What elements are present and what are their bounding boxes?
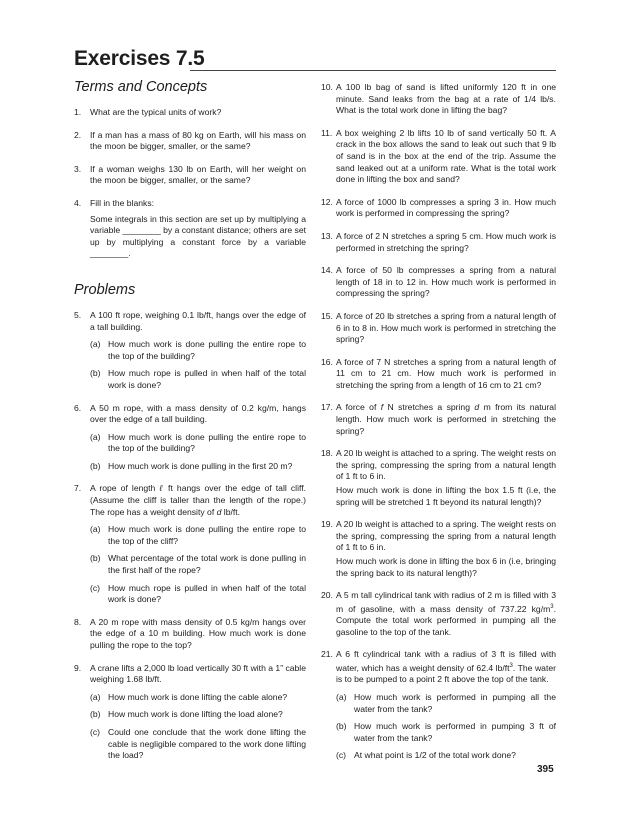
problem-item	[74, 130, 306, 153]
problem-text: A force of 2 N stretches a spring 5 cm. How much work is performed in stretching the spring?	[336, 230, 556, 253]
problem-text: A 20 lb weight is attached to a spring. The weight rests on the spring, compressing the spring from a natural length of 1 ft to 6 in.	[336, 448, 556, 482]
problem-number: 16.	[321, 356, 333, 367]
problem-part	[90, 524, 306, 547]
part-text: Could one conclude that the work done lifting the cable is negligible compared to the work done lifting the load?	[108, 726, 306, 761]
part-label: (a)	[336, 692, 347, 703]
problem-part	[336, 692, 556, 715]
problem-item	[74, 403, 306, 473]
text-segment: N stretches a spring	[383, 402, 475, 413]
part-label: (b)	[90, 368, 101, 379]
part-text: How much work is performed in pumping 3 ft of water from the tank?	[354, 721, 556, 743]
problem-number: 5.	[74, 309, 82, 320]
text-segment: lb/ft.	[221, 506, 241, 517]
variable-ell: ℓ	[159, 483, 164, 494]
problem-item	[74, 310, 306, 392]
section-heading-terms: Terms and Concepts	[74, 79, 208, 95]
problem-item	[321, 519, 556, 579]
problem-part	[90, 461, 306, 473]
problem-item	[321, 402, 556, 437]
problem-text	[336, 649, 556, 686]
problem-text: If a man has a mass of 80 kg on Earth, will his mass on the moon be bigger, smaller, or the same?	[90, 129, 306, 152]
part-label: (a)	[90, 691, 101, 702]
problem-item	[321, 357, 556, 392]
problem-text	[90, 483, 306, 518]
part-label: (c)	[90, 582, 101, 593]
problem-text: A 100 lb bag of sand is lifted uniformly 120 ft in one minute. Sand leaks from the bag at a rate of 1/4 lb/s. What is the total work done in lifting the bag?	[336, 82, 556, 116]
problem-part	[90, 709, 306, 721]
part-text: How much work is done pulling the entire rope to the top of the cliff?	[108, 524, 306, 546]
part-text: At what point is 1/2 of the total work done?	[354, 750, 516, 761]
problem-part	[90, 339, 306, 362]
superscript: 3	[509, 663, 513, 670]
problem-number: 13.	[321, 230, 333, 241]
problem-part	[336, 750, 556, 762]
problem-item	[321, 590, 556, 638]
problem-number: 7.	[74, 483, 82, 494]
problem-text: A 100 ft rope, weighing 0.1 lb/ft, hangs over the edge of a tall building.	[90, 309, 306, 332]
problem-text: A box weighing 2 lb lifts 10 lb of sand vertically 50 ft. A crack in the box allows the sand to leak out such that 9 lb of sand is in the box at the end of the trip. Assume the sand leaked out at a uniform rate. What is the total work done in lifting the box and sand?	[336, 127, 556, 185]
section-heading-problems: Problems	[74, 281, 136, 298]
problem-text	[336, 402, 556, 437]
text-segment: . The water is to be pumped to a point 2 ft above the top of the tank.	[336, 662, 556, 685]
part-text: How much work is done pulling in the first 20 m?	[108, 460, 293, 471]
part-label: (a)	[90, 431, 101, 442]
problem-part	[90, 583, 306, 606]
problem-number: 10.	[321, 82, 333, 92]
page-number: 395	[537, 764, 554, 775]
problem-part	[90, 368, 306, 391]
text-segment: A rope of length	[90, 483, 160, 494]
text-segment: . Compute the total work performed in pumping all the gasoline to the top of the tank.	[336, 603, 556, 637]
problem-item	[321, 82, 556, 117]
problem-item	[74, 107, 306, 119]
part-label: (c)	[336, 750, 347, 761]
part-text: How much work is done lifting the load alone?	[108, 709, 283, 720]
text-segment: A 6 ft cylindrical tank with a radius of 3 ft is filled with water, which has a weight density of 62.4 lb/ft	[336, 649, 556, 673]
problem-part	[90, 727, 306, 762]
part-text: How much rope is pulled in when half of the total work is done?	[108, 368, 306, 390]
part-label: (b)	[90, 709, 101, 720]
left-column	[74, 79, 306, 773]
problem-text-continued: Some integrals in this section are set up by multiplying a variable ________ by a constant distance; others are set up by multiplying a constant force by a variable ________.	[90, 213, 306, 259]
problem-item	[74, 617, 306, 652]
part-label: (b)	[90, 553, 101, 564]
problem-text: What are the typical units of work?	[90, 107, 222, 117]
problem-text: A 20 lb weight is attached to a spring. The weight rests on the spring, compressing the spring from a natural length of 1 ft to 6 in.	[336, 519, 556, 553]
problem-part	[90, 432, 306, 455]
part-label: (c)	[90, 726, 101, 737]
problem-text: A force of 1000 lb compresses a spring 3 in. How much work is performed in compressing the spring?	[336, 196, 556, 219]
part-text: What percentage of the total work is done pulling in the first half of the rope?	[108, 553, 306, 576]
problem-item	[321, 231, 556, 254]
problem-text: Fill in the blanks:	[90, 197, 155, 208]
problem-item	[321, 128, 556, 186]
problem-text: A 50 m rope, with a mass density of 0.2 kg/m, hangs over the edge of a tall building.	[90, 402, 306, 425]
problem-number: 18.	[321, 448, 333, 459]
text-segment: A 5 m tall cylindrical tank with radius of 2 m is filled with 3 m of gasoline, with a mass density of 737.22 kg/m	[336, 590, 556, 614]
problem-number: 11.	[321, 127, 333, 138]
title-rule	[190, 70, 556, 71]
variable-f: f	[380, 402, 384, 413]
problem-number: 17.	[321, 402, 333, 413]
problem-part	[336, 721, 556, 744]
problem-text-continued: How much work is done in lifting the box 6 in (i.e, bringing the spring back to its natural length)?	[336, 556, 556, 578]
problem-text: A force of 20 lb stretches a spring from a natural length of 6 in to 8 in. How much work is performed in stretching the spring?	[336, 310, 556, 345]
part-label: (a)	[90, 339, 101, 350]
problem-number: 6.	[74, 402, 82, 413]
part-text: How much work is performed in pumping all the water from the tank?	[354, 692, 556, 714]
problem-text: A 20 m rope with mass density of 0.5 kg/m hangs over the edge of a 10 m building. How much work is done pulling the rope to the top?	[90, 616, 306, 650]
problem-part	[90, 553, 306, 576]
problem-text: A force of 7 N stretches a spring from a natural length of 11 cm to 21 cm. How much work is performed in stretching the spring from a length of 16 cm to 21 cm?	[336, 356, 556, 390]
part-text: How much rope is pulled in when half of the total work is done?	[108, 582, 306, 605]
problem-number: 9.	[74, 662, 82, 673]
problem-parts	[90, 339, 306, 391]
part-label: (b)	[336, 721, 347, 732]
problem-parts	[90, 692, 306, 762]
problem-item	[74, 483, 306, 605]
superscript: 3	[550, 603, 554, 610]
part-label: (a)	[90, 524, 101, 535]
problem-number: 2.	[74, 129, 82, 140]
problem-item	[321, 448, 556, 508]
problem-text: A crane lifts a 2,000 lb load vertically 30 ft with a 1” cable weighing 1.68 lb/ft.	[90, 662, 306, 685]
problem-number: 4.	[74, 197, 82, 208]
problem-number: 1.	[74, 107, 82, 117]
page-title: Exercises 7.5	[74, 47, 205, 70]
problem-text-continued: How much work is done in lifting the box 1.5 ft (i.e, the spring will be stretched 1 ft beyond its natural length)?	[336, 485, 556, 507]
problem-text: A force of 50 lb compresses a spring from a natural length of 18 in to 12 in. How much work is performed in compressing the spring?	[336, 265, 556, 299]
problem-parts	[90, 524, 306, 606]
right-column	[321, 82, 556, 773]
part-text: How much work is done lifting the cable alone?	[108, 691, 288, 702]
problem-number: 15.	[321, 310, 333, 321]
problem-part	[90, 692, 306, 704]
problem-number: 12.	[321, 196, 333, 207]
problem-number: 3.	[74, 163, 82, 174]
problem-item	[74, 164, 306, 187]
part-text: How much work is done pulling the entire rope to the top of the building?	[108, 431, 306, 454]
problem-item	[74, 663, 306, 762]
problem-number: 8.	[74, 616, 82, 627]
problem-item	[321, 265, 556, 300]
text-segment: ft hangs over the edge of tall cliff. (Assume the cliff is taller than the length of the rope.) The rope has a weight density of	[90, 483, 307, 517]
problem-item	[321, 311, 556, 346]
problem-number: 20.	[321, 590, 333, 601]
variable-d: d	[474, 402, 480, 413]
problem-item	[321, 197, 556, 220]
variable-d: d	[216, 506, 222, 517]
part-label: (b)	[90, 460, 101, 471]
problem-item	[321, 649, 556, 762]
problem-item	[74, 198, 306, 260]
problem-number: 19.	[321, 519, 333, 530]
problem-number: 21.	[321, 649, 333, 660]
part-text: How much work is done pulling the entire rope to the top of the building?	[108, 339, 306, 361]
text-segment: A force of	[336, 402, 381, 413]
problem-parts	[90, 432, 306, 473]
problem-text	[336, 590, 556, 638]
text-segment: m from its natural length. How much work is performed in stretching the spring?	[336, 402, 556, 436]
problem-parts	[336, 692, 556, 762]
problem-number: 14.	[321, 265, 333, 276]
problem-text: If a woman weighs 130 lb on Earth, will her weight on the moon be bigger, smaller, or the same?	[90, 163, 306, 186]
